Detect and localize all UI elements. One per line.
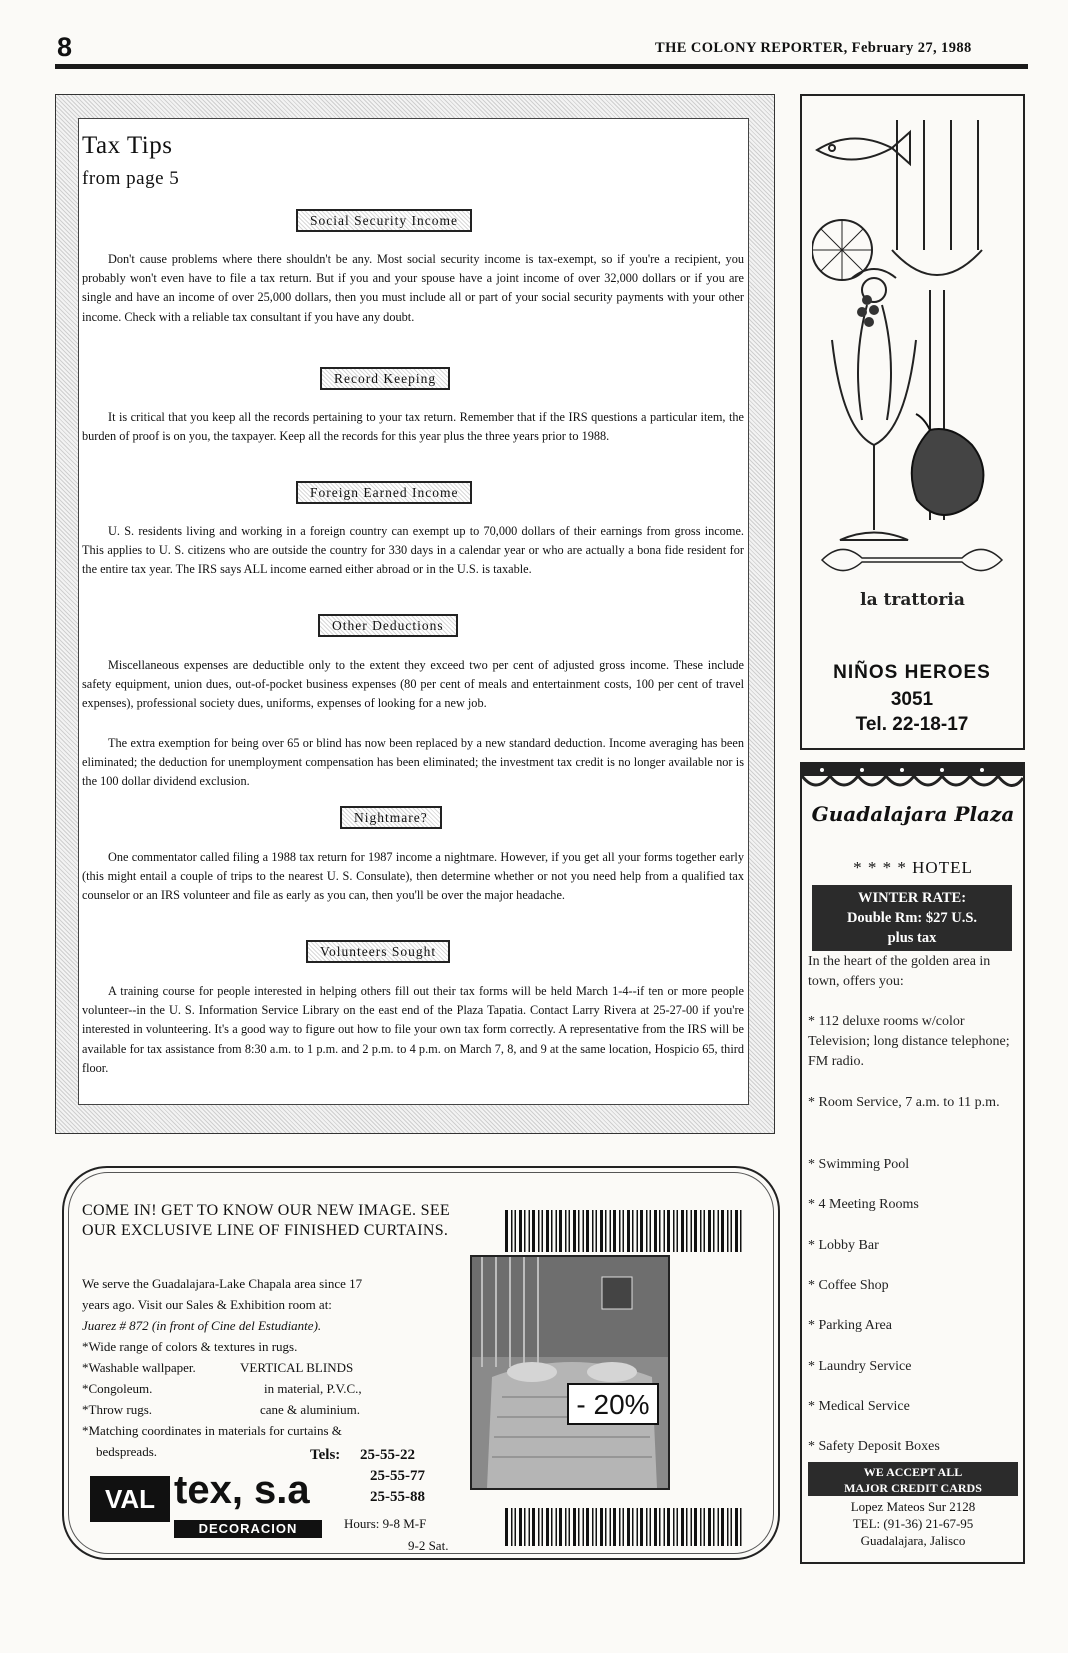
valtex-address-line: Juarez # 872 (in front of Cine del Estudiante). [82, 1318, 322, 1333]
valtex-phone: 25-55-22 [360, 1447, 415, 1463]
amenity-item: * Lobby Bar [808, 1238, 879, 1253]
barcode-stripe [637, 1210, 639, 1252]
hotel-stars: * * * * HOTEL [853, 858, 973, 877]
masthead: THE COLONY REPORTER, February 27, 1988 [655, 40, 972, 56]
restaurant-street: NIÑOS HEROES [833, 662, 991, 683]
barcode-stripe [640, 1210, 643, 1252]
valtex-feature-line: *Wide range of colors & textures in rugs. [82, 1339, 298, 1354]
barcode-stripe [673, 1508, 675, 1546]
credit-cards-banner [808, 1462, 1018, 1496]
hotel-phone: TEL: (91-36) 21-67-95 [852, 1516, 974, 1531]
barcode-stripe [691, 1210, 693, 1252]
amenity-item: * 112 deluxe rooms w/color Television; long distance telephone; FM radio. [808, 1014, 1010, 1069]
barcode-stripe [532, 1508, 535, 1546]
barcode-stripe [613, 1508, 616, 1546]
barcode-stripe [515, 1210, 517, 1252]
barcode-stripe [619, 1508, 621, 1546]
barcode-stripe [691, 1508, 693, 1546]
restaurant-phone: Tel. 22-18-17 [855, 714, 969, 735]
winter-rate-banner [812, 885, 1012, 951]
barcode-stripe [721, 1508, 724, 1546]
restaurant-name: la trattoria [860, 590, 965, 610]
valtex-blinds-line: in material, P.V.C., [264, 1381, 362, 1396]
barcode-stripe [700, 1210, 702, 1252]
barcode-stripe [583, 1210, 585, 1252]
barcode-stripe [605, 1508, 607, 1546]
barcode-stripe [505, 1210, 508, 1252]
amenity-item: * 4 Meeting Rooms [808, 1197, 919, 1212]
barcode-stripe [592, 1508, 594, 1546]
section-heading-social-security: Social Security Income [296, 209, 472, 232]
section-heading-volunteers: Volunteers Sought [306, 940, 450, 963]
barcode-stripe [713, 1508, 715, 1546]
valtex-phone: 25-55-77 [370, 1468, 425, 1484]
barcode-stripe [538, 1508, 540, 1546]
credit-line: MAJOR CREDIT CARDS [844, 1481, 982, 1495]
barcode-stripe [664, 1508, 666, 1546]
amenity-item: * Safety Deposit Boxes [808, 1439, 940, 1454]
barcode-stripe [632, 1210, 634, 1252]
barcode-stripe [681, 1210, 684, 1252]
valtex-feature-line: *Washable wallpaper. [82, 1360, 196, 1375]
barcode-stripe [538, 1210, 540, 1252]
winter-rate-line: WINTER RATE: [857, 890, 967, 906]
valtex-body-line: years ago. Visit our Sales & Exhibition room at: [82, 1297, 332, 1312]
barcode-stripe [718, 1508, 720, 1546]
header-rule [55, 64, 1028, 69]
hotel-address: Lopez Mateos Sur 2128 [850, 1499, 976, 1514]
barcode-stripe [569, 1508, 571, 1546]
valtex-feature-line: *Matching coordinates in materials for curtains & [82, 1423, 342, 1438]
barcode-stripe [727, 1210, 729, 1252]
paragraph-volunteers: A training course for people interested in helping others fill out their tax forms will be held March 1-4--if ten or more people volunteer--in the U. S. Information Service Library on the east end of the Plaza Tapatia. Contact Larry Rivera at 25-27-00 if you're interested in volunteering. It's a good way to figure out how to file your own tax form correctly. A representative from the IRS will be available for tax assistance from 8:30 a.m. to 1 p.m. and 2 p.m. to 4 p.m. on March 7, 8, and 9 at the same location, Hospicio 65, third floor. [82, 984, 744, 1075]
amenity-item: * Swimming Pool [808, 1157, 910, 1172]
valtex-logo [90, 1468, 335, 1540]
barcode-stripe [740, 1210, 742, 1252]
barcode-stripe [650, 1508, 652, 1546]
amenity-item: * Laundry Service [808, 1359, 912, 1374]
barcode-stripe [559, 1508, 562, 1546]
barcode-stripe [578, 1210, 580, 1252]
valtex-hours-saturday: 9-2 Sat. [408, 1538, 449, 1553]
barcode-stripe [677, 1508, 679, 1546]
barcode-stripe [583, 1508, 585, 1546]
barcode-stripe [740, 1508, 742, 1546]
barcode-stripe [556, 1210, 558, 1252]
barcode-stripe [654, 1210, 657, 1252]
barcode-stripe [708, 1508, 711, 1546]
winter-rate-line: plus tax [887, 930, 937, 946]
barcode-stripe [519, 1210, 522, 1252]
barcode-stripe [667, 1210, 670, 1252]
valtex-feature-line: *Throw rugs. [82, 1402, 153, 1417]
section-heading-record-keeping: Record Keeping [320, 367, 450, 390]
barcode-stripe [623, 1508, 625, 1546]
barcode-decoration-top [505, 1210, 745, 1252]
page-number: 8 [57, 32, 73, 62]
valtex-body-line: We serve the Guadalajara-Lake Chapala area since 17 [82, 1276, 363, 1291]
section-heading-other-deductions: Other Deductions [318, 614, 458, 637]
barcode-stripe [646, 1210, 648, 1252]
barcode-stripe [681, 1508, 684, 1546]
barcode-decoration-bottom [505, 1508, 745, 1546]
barcode-stripe [519, 1508, 522, 1546]
valtex-headline: COME IN! GET TO KNOW OUR NEW IMAGE. SEE OUR EXCLUSIVE LINE OF FINISHED CURTAINS. [82, 1202, 450, 1239]
credit-line: WE ACCEPT ALL [863, 1465, 963, 1479]
section-heading-foreign-income: Foreign Earned Income [296, 481, 472, 504]
valtex-blinds-line: cane & aluminium. [260, 1402, 361, 1417]
bedroom-photo [470, 1255, 670, 1490]
barcode-stripe [605, 1210, 607, 1252]
barcode-stripe [596, 1508, 598, 1546]
barcode-stripe [515, 1508, 517, 1546]
barcode-stripe [659, 1210, 661, 1252]
barcode-stripe [586, 1508, 589, 1546]
barcode-stripe [592, 1210, 594, 1252]
barcode-stripe [718, 1210, 720, 1252]
barcode-stripe [654, 1508, 657, 1546]
barcode-stripe [677, 1210, 679, 1252]
barcode-stripe [667, 1508, 670, 1546]
barcode-stripe [640, 1508, 643, 1546]
barcode-stripe [704, 1508, 706, 1546]
article-title: Tax Tips [82, 132, 173, 159]
valtex-blinds-line: VERTICAL BLINDS [240, 1360, 354, 1375]
barcode-stripe [664, 1210, 666, 1252]
barcode-stripe [713, 1210, 715, 1252]
barcode-stripe [650, 1210, 652, 1252]
barcode-stripe [619, 1210, 621, 1252]
barcode-stripe [542, 1210, 544, 1252]
barcode-stripe [529, 1508, 531, 1546]
barcode-stripe [623, 1210, 625, 1252]
barcode-stripe [551, 1508, 553, 1546]
barcode-stripe [659, 1508, 661, 1546]
valtex-phone: 25-55-88 [370, 1489, 425, 1505]
paragraph-nightmare: One commentator called filing a 1988 tax return for 1987 income a nightmare. However, if you get all your forms together early (this might entail a couple of trips to the nearest U. S. Consulate), then determine whether or not you need help from a qualified tax counselor or an IRS volunteer and file as early as you can, then you'll be over the major headache. [82, 850, 744, 903]
amenity-item: * Parking Area [808, 1318, 892, 1333]
barcode-stripe [511, 1508, 513, 1546]
amenity-item: * Coffee Shop [808, 1278, 889, 1293]
paragraph-other-deductions-1: Miscellaneous expenses are deductible only to the extent they exceed two per cent of adjusted gross income. These include safety equipment, union dues, out-of-pocket business expenses (80 per cent of meals and entertainment costs, 100 per cent of travel expenses), professional society dues, uniforms, expenses of looking for a new job. [82, 658, 744, 711]
barcode-stripe [542, 1508, 544, 1546]
barcode-stripe [627, 1210, 630, 1252]
barcode-stripe [573, 1210, 576, 1252]
valtex-hours: Hours: 9-8 M-F [344, 1516, 427, 1531]
barcode-stripe [632, 1508, 634, 1546]
barcode-stripe [694, 1210, 697, 1252]
barcode-stripe [704, 1210, 706, 1252]
barcode-stripe [600, 1508, 603, 1546]
barcode-stripe [731, 1508, 733, 1546]
paragraph-record-keeping: It is critical that you keep all the records pertaining to your tax return. Remember that if the IRS questions a particular item, the burden of proof is on you, the taxpayer. Keep all the records for this year plus the three years prior to 1988. [82, 410, 744, 444]
barcode-stripe [627, 1508, 630, 1546]
amenity-item: * Medical Service [808, 1399, 910, 1414]
barcode-stripe [686, 1508, 688, 1546]
barcode-stripe [610, 1508, 612, 1546]
valtex-logo-sub: DECORACION [174, 1520, 322, 1538]
hotel-city: Guadalajara, Jalisco [860, 1533, 966, 1548]
barcode-stripe [694, 1508, 697, 1546]
valtex-feature-line: *Congoleum. [82, 1381, 153, 1396]
paragraph-social-security: Don't cause problems where there shouldn't be any. Most social security income is tax-exempt, so if you're a recipient, you probably won't even have to file a tax return. But if you and your spouse have a joint income of over 32,000 dollars or if you are single and have an income of over 25,000 dollars, then you must include all or part of your social security payments with your other income. Check with a reliable tax consultant if you have any doubt. [82, 252, 744, 324]
barcode-stripe [578, 1508, 580, 1546]
barcode-stripe [637, 1508, 639, 1546]
barcode-stripe [600, 1210, 603, 1252]
barcode-stripe [524, 1210, 526, 1252]
barcode-stripe [586, 1210, 589, 1252]
barcode-stripe [646, 1508, 648, 1546]
barcode-stripe [596, 1210, 598, 1252]
barcode-stripe [551, 1210, 553, 1252]
valtex-tels-label: Tels: [310, 1447, 341, 1463]
barcode-stripe [610, 1210, 612, 1252]
barcode-stripe [546, 1508, 549, 1546]
barcode-stripe [686, 1210, 688, 1252]
barcode-stripe [556, 1508, 558, 1546]
barcode-stripe [700, 1508, 702, 1546]
bunting-decoration [802, 764, 1023, 798]
barcode-stripe [565, 1508, 567, 1546]
bedroom-illustration [472, 1257, 668, 1488]
restaurant-number: 3051 [890, 689, 934, 710]
valtex-logo-mark: VAL [90, 1476, 170, 1522]
barcode-stripe [731, 1210, 733, 1252]
barcode-stripe [727, 1508, 729, 1546]
barcode-stripe [735, 1210, 738, 1252]
winter-rate-line: Double Rm: $27 U.S. [846, 910, 978, 926]
paragraph-foreign-income: U. S. residents living and working in a foreign country can exempt up to 70,000 dollars of their earnings from gross income. This applies to U. S. citizens who are outside the country for 330 days in a calendar year or who are actually a bona fide resident for the entire tax year. The IRS says ALL income earned either abroad or in the U.S. is taxable. [82, 524, 744, 577]
hotel-intro: In the heart of the golden area in town, offers you: [808, 954, 991, 989]
barcode-stripe [505, 1508, 508, 1546]
barcode-stripe [735, 1508, 738, 1546]
paragraph-other-deductions-2: The extra exemption for being over 65 or blind has now been replaced by a new standard deduction. Income averaging has been eliminated; the deduction for unemployment compensation has been eliminated; the investment tax credit is no longer available nor is the 100 dollar dividend exclusion. [82, 736, 744, 789]
barcode-stripe [532, 1210, 535, 1252]
valtex-logo-text: tex, s.a [174, 1468, 310, 1512]
barcode-stripe [613, 1210, 616, 1252]
barcode-stripe [708, 1210, 711, 1252]
hotel-logo: Guadalajara Plaza [811, 802, 1015, 826]
fork-fish-illustration [812, 100, 1012, 580]
discount-badge: - 20% [567, 1383, 659, 1425]
article-subtitle: from page 5 [82, 168, 180, 189]
valtex-feature-line: bedspreads. [96, 1444, 158, 1459]
barcode-stripe [721, 1210, 724, 1252]
barcode-stripe [529, 1210, 531, 1252]
barcode-stripe [565, 1210, 567, 1252]
section-heading-nightmare: Nightmare? [340, 806, 442, 829]
barcode-stripe [573, 1508, 576, 1546]
barcode-stripe [559, 1210, 562, 1252]
barcode-stripe [511, 1210, 513, 1252]
barcode-stripe [673, 1210, 675, 1252]
barcode-stripe [546, 1210, 549, 1252]
barcode-stripe [524, 1508, 526, 1546]
amenity-item: * Room Service, 7 a.m. to 11 p.m. [808, 1095, 1000, 1110]
barcode-stripe [569, 1210, 571, 1252]
